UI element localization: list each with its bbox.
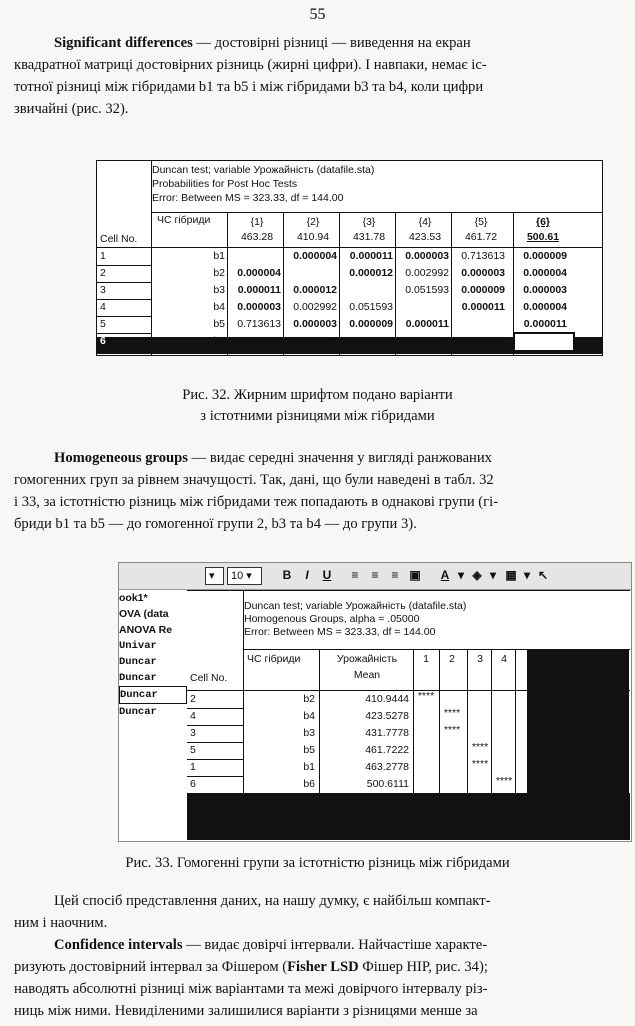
para4-line2c: Фішер НІР, рис. 34); (358, 959, 488, 975)
table1-cell: 0.000004 (523, 301, 567, 313)
table1-col-number: {2} (306, 216, 320, 228)
table1-row-group: b4 (213, 301, 225, 313)
term-significant-differences: Significant differences (54, 35, 193, 51)
merge-cells-icon[interactable]: ▣ (409, 568, 421, 582)
table1-divider (151, 212, 602, 213)
align-center-icon[interactable]: ≡ (371, 568, 379, 582)
para3-line2: ним і наочним. (14, 915, 108, 931)
table1-divider (151, 161, 152, 355)
table2-row-group: b2 (303, 693, 315, 705)
duncan-homogeneous-groups-table (187, 590, 630, 840)
caption-fig32-line1: Рис. 32. Жирним шрифтом подано варіанти (182, 387, 453, 403)
table1-cell: 0.000011 (461, 301, 505, 313)
table1-cellno-label: Cell No. (100, 233, 138, 245)
paragraph-confidence-intervals (14, 934, 626, 1022)
table1-selected-cell (513, 332, 575, 352)
table1-row-group: b1 (213, 250, 225, 262)
table1-header-line2: Probabilities for Post Hoc Tests (152, 178, 298, 190)
table1-cell: 0.000011 (349, 250, 393, 262)
table2-header-line3: Error: Between MS = 323.33, df = 144.00 (244, 626, 436, 638)
table1-header (152, 163, 374, 205)
table1-cell: 0.000009 (523, 250, 567, 262)
table1-cell: 0.000004 (523, 267, 567, 279)
table1-row-number: 3 (100, 284, 106, 296)
table2-group-marker: **** (443, 724, 461, 736)
para1-line2: квадратної матриці достовірних різниць (жирні цифри). І навпаки, немає іс- (14, 57, 487, 73)
table1-cell: 0.000011 (237, 284, 281, 296)
para3-line1: Цей спосіб представлення даних, на нашу думку, є найбільш компакт- (54, 893, 491, 909)
table2-dark-fill (527, 649, 629, 793)
table2-divider (467, 649, 468, 793)
table2-divider (413, 649, 414, 793)
borders-icon[interactable]: ▦ (505, 568, 517, 582)
table2-header-line2: Homogenous Groups, alpha = .05000 (244, 613, 420, 625)
table1-row-number: 4 (100, 301, 106, 313)
table1-header-line3: Error: Between MS = 323.33, df = 144.00 (152, 192, 344, 204)
table2-row-mean: 410.9444 (365, 693, 409, 705)
formatting-toolbar (119, 563, 631, 590)
table2-divider (319, 649, 320, 793)
table2-header-line1: Duncan test; variable Урожайність (datafile.sta) (244, 600, 467, 612)
table1-col-mean: 500.61 (526, 231, 560, 243)
table1-cell: 0.051593 (405, 284, 449, 296)
table2-divider (243, 590, 244, 840)
table1-cell: 0.000012 (349, 267, 393, 279)
table2-row-number: 4 (190, 710, 196, 722)
italic-button[interactable]: I (305, 568, 309, 582)
table1-cell: 0.000004 (293, 335, 337, 347)
table2-group-col: 1 (423, 653, 429, 665)
paragraph-homogeneous-groups (14, 447, 626, 535)
table1-cell: 0.002992 (405, 267, 449, 279)
table1-cell: 0.000003 (405, 250, 449, 262)
para2-line3: і 33, за істотністю різниць між гібридами теж попадають в однакові групи (гі- (14, 494, 499, 510)
table1-col-number: {1} (250, 216, 264, 228)
table1-col-mean: 410.94 (296, 231, 330, 243)
table2-mean-sublabel: Mean (353, 669, 381, 681)
table1-col-number: {4} (418, 216, 432, 228)
table2-header (244, 600, 466, 639)
workbook-tree-item[interactable]: Duncar (119, 706, 157, 718)
align-right-icon[interactable]: ≡ (391, 568, 399, 582)
font-dropdown-arrow[interactable]: ▾ (205, 567, 224, 585)
table1-cell: 0.000009 (461, 284, 505, 296)
table1-cell: 0.000004 (293, 250, 337, 262)
table1-cell: 0.000009 (349, 318, 393, 330)
table1-cell: 0.000009 (237, 335, 281, 347)
table2-row-group: b6 (303, 778, 315, 790)
table1-row-group: b5 (213, 318, 225, 330)
table2-row-number: 3 (190, 727, 196, 739)
table1-cell: 0.713613 (237, 318, 281, 330)
table2-row-number: 5 (190, 744, 196, 756)
table2-group-label: ЧС гібриди (247, 653, 301, 665)
table2-group-col: 3 (477, 653, 483, 665)
table1-cell: 0.000003 (349, 335, 393, 347)
table2-row-number: 6 (190, 778, 196, 790)
underline-button[interactable]: U (322, 568, 332, 582)
workbook-tree-item[interactable]: OVA (data (119, 608, 169, 620)
table1-col-number: {5} (474, 216, 488, 228)
caption-fig33: Рис. 33. Гомогенні групи за істотністю різниць між гібридами (125, 855, 510, 871)
table1-row-number: 2 (100, 267, 106, 279)
table2-row-mean: 500.6111 (366, 778, 409, 790)
duncan-probabilities-table (96, 160, 603, 356)
table1-col-mean: 461.72 (464, 231, 498, 243)
table1-cell: 0.713613 (461, 250, 505, 262)
table1-divider (227, 212, 228, 355)
table2-row-number: 1 (190, 761, 196, 773)
para2-line4: бриди b1 та b5 — до гомогенної групи 2, b3 та b4 — до групи 3). (14, 516, 417, 532)
table2-group-col: 4 (501, 653, 507, 665)
table2-row-mean: 431.7778 (365, 727, 409, 739)
table2-divider (187, 590, 630, 591)
table2-divider (491, 649, 492, 793)
table1-cell: 0.000012 (293, 284, 337, 296)
table2-row-group: b5 (303, 744, 315, 756)
table1-header-line1: Duncan test; variable Урожайність (datafile.sta) (152, 164, 375, 176)
table2-group-marker: **** (471, 741, 489, 753)
para1-line4: звичайні (рис. 32). (14, 101, 129, 117)
table2-row-group: b1 (303, 761, 315, 773)
term-homogeneous-groups: Homogeneous groups (54, 450, 188, 466)
workbook-tree-item[interactable]: ook1* (119, 592, 148, 604)
table2-row-group: b4 (303, 710, 315, 722)
table1-row-number: 6 (100, 335, 106, 347)
table1-cell: 0.002992 (293, 301, 337, 313)
table2-group-col: 2 (449, 653, 455, 665)
table1-group-label: ЧС гібриди (157, 214, 211, 226)
table1-col-mean: 431.78 (352, 231, 386, 243)
workbook-tree-item[interactable]: Duncar (119, 672, 157, 684)
table2-divider (243, 649, 630, 650)
para2-line2: гомогенних груп за рівнем значущості. Так, дані, що були наведені в табл. 32 (14, 472, 494, 488)
table2-divider (439, 649, 440, 793)
para4-line3: наводять абсолютні різниці між варіантами та межі довірчого інтервалу різ- (14, 981, 488, 997)
table1-cell: 0.000003 (237, 301, 281, 313)
workbook-tree (119, 590, 187, 840)
para1-line1: — достовірні різниці — виведення на екран (192, 35, 471, 51)
table1-cell: 0.000003 (461, 267, 505, 279)
para1-line3: тотної різниці між гібридами b1 та b5 і між гібридами b3 та b4, коли цифри (14, 79, 484, 95)
table2-mean-label: Урожайність (336, 653, 398, 665)
fill-color-dropdown-icon[interactable]: ▾ (489, 568, 497, 582)
font-color-button[interactable]: A (440, 568, 450, 582)
font-size-select[interactable]: 10 ▾ (227, 567, 262, 585)
table1-cell: 0.000003 (523, 284, 567, 296)
paragraph-significant-differences (14, 32, 626, 120)
table1-cell: 0.000011 (405, 318, 449, 330)
workbook-tree-item[interactable]: Univar (119, 640, 157, 652)
table1-col-mean: 423.53 (408, 231, 442, 243)
fill-color-icon[interactable]: ◈ (472, 568, 482, 582)
table2-group-marker: **** (495, 775, 513, 787)
pointer-icon[interactable]: ↖ (537, 568, 549, 582)
table2-divider (187, 793, 243, 794)
table2-group-marker: **** (443, 707, 461, 719)
table2-row-mean: 463.2778 (365, 761, 409, 773)
table1-cell: 0.000003 (293, 318, 337, 330)
table1-col-mean: 463.28 (240, 231, 274, 243)
table1-col-number: {3} (362, 216, 376, 228)
table2-row-mean: 423.5278 (365, 710, 409, 722)
bold-button[interactable]: B (282, 568, 292, 582)
table1-col-number: {6} (535, 216, 550, 228)
para4-line1: — видає довірчі інтервали. Найчастіше характе- (182, 937, 488, 953)
table2-group-marker: **** (417, 690, 435, 702)
table1-row-number: 1 (100, 250, 106, 262)
workbook-tree-item[interactable]: ANOVA Re (119, 624, 173, 636)
table1-row-group: b6 (213, 335, 225, 347)
table1-cell: 0.051593 (349, 301, 393, 313)
align-left-icon[interactable]: ≡ (351, 568, 359, 582)
table2-row-mean: 461.7222 (365, 744, 409, 756)
paragraph-compact (14, 890, 626, 934)
table1-row-group: b2 (213, 267, 225, 279)
table2-group-marker: **** (471, 758, 489, 770)
font-size-value: 10 (231, 570, 244, 582)
table1-row-number: 5 (100, 318, 106, 330)
para4-line4: ниць між ними. Невиділеними залишилися варіанти з різницями менше за (14, 1003, 478, 1019)
table1-cell: 0.000004 (237, 267, 281, 279)
para2-line1: — видає середні значення у вигляді ранжованих (187, 450, 492, 466)
term-fisher-lsd: Fisher LSD (287, 959, 359, 975)
table2-row-group: b3 (303, 727, 315, 739)
table1-cell: 0.000011 (461, 335, 505, 347)
table1-row-group: b3 (213, 284, 225, 296)
table2-cellno-label: Cell No. (190, 672, 228, 684)
font-color-dropdown-icon[interactable]: ▾ (457, 568, 465, 582)
page-number: 55 (309, 6, 326, 23)
para4-line2a: ризують достовірний інтервал за Фішером ( (14, 959, 288, 975)
borders-dropdown-icon[interactable]: ▾ (523, 568, 531, 582)
table2-divider (515, 649, 516, 793)
caption-fig32-line2: з істотними різницями між гібридами (200, 408, 435, 424)
table1-cell: 0.000004 (405, 335, 449, 347)
table2-row-number: 2 (190, 693, 196, 705)
workbook-tree-item[interactable]: Duncar (119, 686, 187, 704)
term-confidence-intervals: Confidence intervals (54, 937, 183, 953)
workbook-tree-item[interactable]: Duncar (119, 656, 157, 668)
table1-cell: 0.000011 (523, 318, 567, 330)
table2-dark-bottom (187, 793, 630, 840)
statistica-window (118, 562, 632, 842)
